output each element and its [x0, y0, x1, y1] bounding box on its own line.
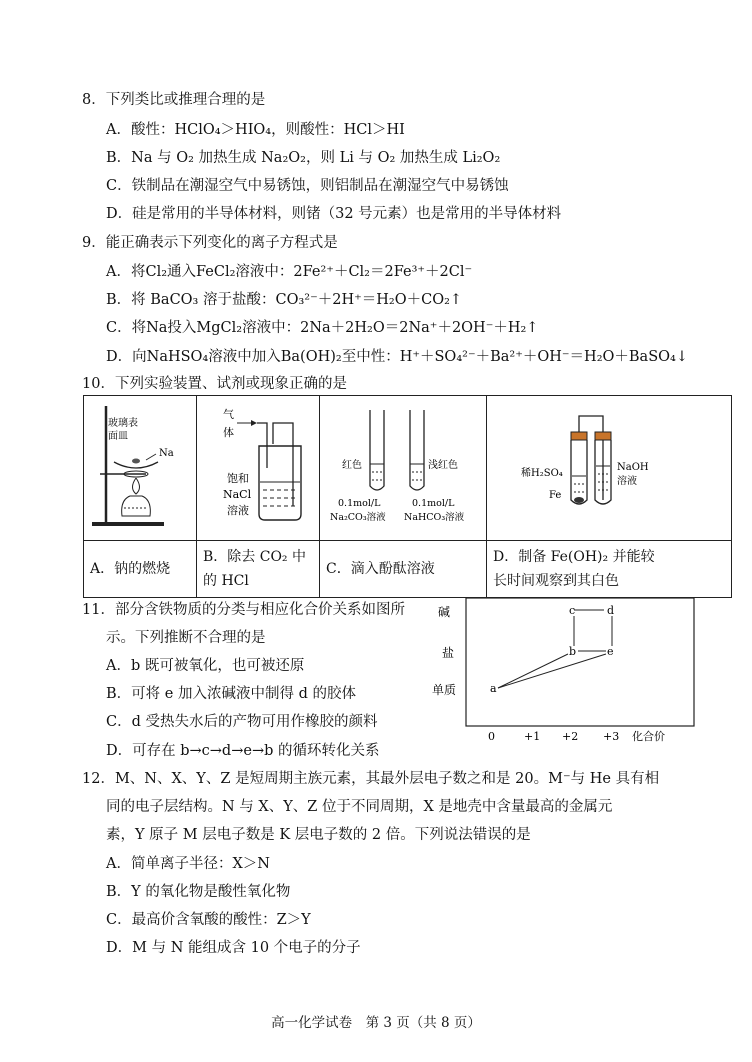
figure-a-combustion — [84, 396, 197, 541]
q9-option-d: D．向NaHSO₄溶液中加入Ba(OH)₂至中性：H⁺＋SO₄²⁻＋Ba²⁺＋OH⁻＝H₂O＋BaSO₄↓ — [106, 349, 688, 365]
q12-option-a: A．简单离子半径：X＞N — [106, 856, 270, 872]
feoh2-apparatus-diagram — [487, 396, 731, 536]
point-c: c — [569, 604, 576, 617]
q11-option-a: A．b 既可被氧化，也可被还原 — [106, 658, 305, 674]
fig-c-label-nahco3: NaHCO₃溶液 — [404, 512, 465, 523]
q11-stem-1: 11．部分含铁物质的分类与相应化合价关系如图所 — [82, 602, 405, 618]
fig-c-label-na2co3: Na₂CO₃溶液 — [330, 512, 386, 523]
fig-b-label-saturated: 饱和 — [227, 472, 249, 485]
q8-option-a: A．酸性：HClO₄＞HIO₄，则酸性：HCl＞HI — [106, 122, 405, 138]
caption-c: C．滴入酚酞溶液 — [320, 541, 487, 598]
q12-stem-2: 同的电子层结构。N 与 X、Y、Z 位于不同周期，X 是地壳中含量最高的金属元 — [106, 799, 613, 815]
fig-b-label-nacl: NaCl — [223, 488, 252, 501]
x-tick-0: 0 — [488, 730, 495, 743]
q9-stem: 9．能正确表示下列变化的离子方程式是 — [82, 235, 338, 251]
combustion-apparatus-diagram — [84, 396, 196, 536]
q11-option-d: D．可存在 b→c→d→e→b 的循环转化关系 — [106, 743, 380, 759]
q9-option-c: C．将Na投入MgCl₂溶液中：2Na＋2H₂O＝2Na⁺＋2OH⁻＋H₂↑ — [106, 320, 539, 336]
iron-valence-chart — [420, 596, 710, 746]
fig-a-label-na: Na — [159, 448, 174, 459]
x-tick-plus1: +1 — [524, 730, 541, 743]
q8-option-d: D．硅是常用的半导体材料，则锗（32 号元素）也是常用的半导体材料 — [106, 206, 562, 222]
fig-d-label-dilute-h2so4: 稀H₂SO₄ — [521, 468, 563, 479]
q9-option-a: A．将Cl₂通入FeCl₂溶液中：2Fe²⁺＋Cl₂＝2Fe³⁺＋2Cl⁻ — [106, 264, 473, 280]
fig-d-label-solution: 溶液 — [617, 476, 637, 487]
q12-option-c: C．最高价含氧酸的酸性：Z＞Y — [106, 912, 311, 928]
fig-b-label-solution: 溶液 — [227, 504, 249, 517]
x-axis-label: 化合价 — [632, 730, 665, 743]
q12-stem-3: 素，Y 原子 M 层电子数是 K 层电子数的 2 倍。下列说法错误的是 — [106, 827, 531, 843]
q12-stem-1: 12．M、N、X、Y、Z 是短周期主族元素，其最外层电子数之和是 20。M⁻与 He 具有相 — [82, 771, 660, 787]
y-label-element: 单质 — [432, 683, 457, 697]
q10-stem: 10．下列实验装置、试剂或现象正确的是 — [82, 376, 347, 392]
fig-c-label-conc-1: 0.1mol/L — [338, 498, 381, 509]
fig-c-label-conc-2: 0.1mol/L — [412, 498, 455, 509]
q11-option-b: B．可将 e 加入浓碱液中制得 d 的胶体 — [106, 686, 356, 702]
fig-b-label-gas-2: 体 — [223, 426, 234, 439]
point-a: a — [490, 682, 497, 695]
q12-option-d: D．M 与 N 能组成含 10 个电子的分子 — [106, 940, 361, 956]
caption-b: B．除去 CO₂ 中 的 HCl — [197, 541, 320, 598]
test-tubes-diagram — [320, 396, 486, 536]
point-b: b — [569, 645, 577, 658]
figure-c-phenolphthalein — [320, 396, 487, 541]
page-footer: 高一化学试卷 第 3 页（共 8 页） — [271, 1015, 481, 1031]
y-label-salt: 盐 — [442, 646, 455, 660]
q12-option-b: B．Y 的氧化物是酸性氧化物 — [106, 884, 291, 900]
q8-stem: 8．下列类比或推理合理的是 — [82, 92, 266, 108]
caption-a: A．钠的燃烧 — [84, 541, 197, 598]
fig-a-label-watch-glass-1: 玻璃表 — [108, 418, 138, 429]
fig-c-label-light-red: 浅红色 — [428, 460, 458, 471]
gas-washing-bottle-diagram — [197, 396, 319, 536]
point-e: e — [607, 645, 614, 658]
x-tick-plus3: +3 — [603, 730, 620, 743]
point-d: d — [607, 604, 615, 617]
q9-option-b: B．将 BaCO₃ 溶于盐酸：CO₃²⁻＋2H⁺＝H₂O＋CO₂↑ — [106, 292, 463, 308]
fig-a-label-watch-glass-2: 面皿 — [108, 431, 128, 442]
y-label-base: 碱 — [438, 605, 451, 619]
q10-apparatus-table — [83, 395, 732, 598]
q11-stem-2: 示。下列推断不合理的是 — [106, 630, 266, 646]
x-tick-plus2: +2 — [562, 730, 579, 743]
q11-option-c: C．d 受热失水后的产物可用作橡胶的颜料 — [106, 714, 378, 730]
caption-d: D．制备 Fe(OH)₂ 并能较 长时间观察到其白色 — [487, 541, 732, 598]
fig-d-label-fe: Fe — [549, 490, 562, 501]
fig-b-label-gas-1: 气 — [223, 408, 234, 421]
q8-option-b: B．Na 与 O₂ 加热生成 Na₂O₂，则 Li 与 O₂ 加热生成 Li₂O₂ — [106, 150, 501, 166]
figure-b-gas-washing — [197, 396, 320, 541]
q8-option-c: C．铁制品在潮湿空气中易锈蚀，则铝制品在潮湿空气中易锈蚀 — [106, 178, 509, 194]
fig-d-label-naoh: NaOH — [617, 462, 649, 473]
fig-c-label-red: 红色 — [342, 460, 362, 471]
figure-d-feoh2 — [487, 396, 732, 541]
